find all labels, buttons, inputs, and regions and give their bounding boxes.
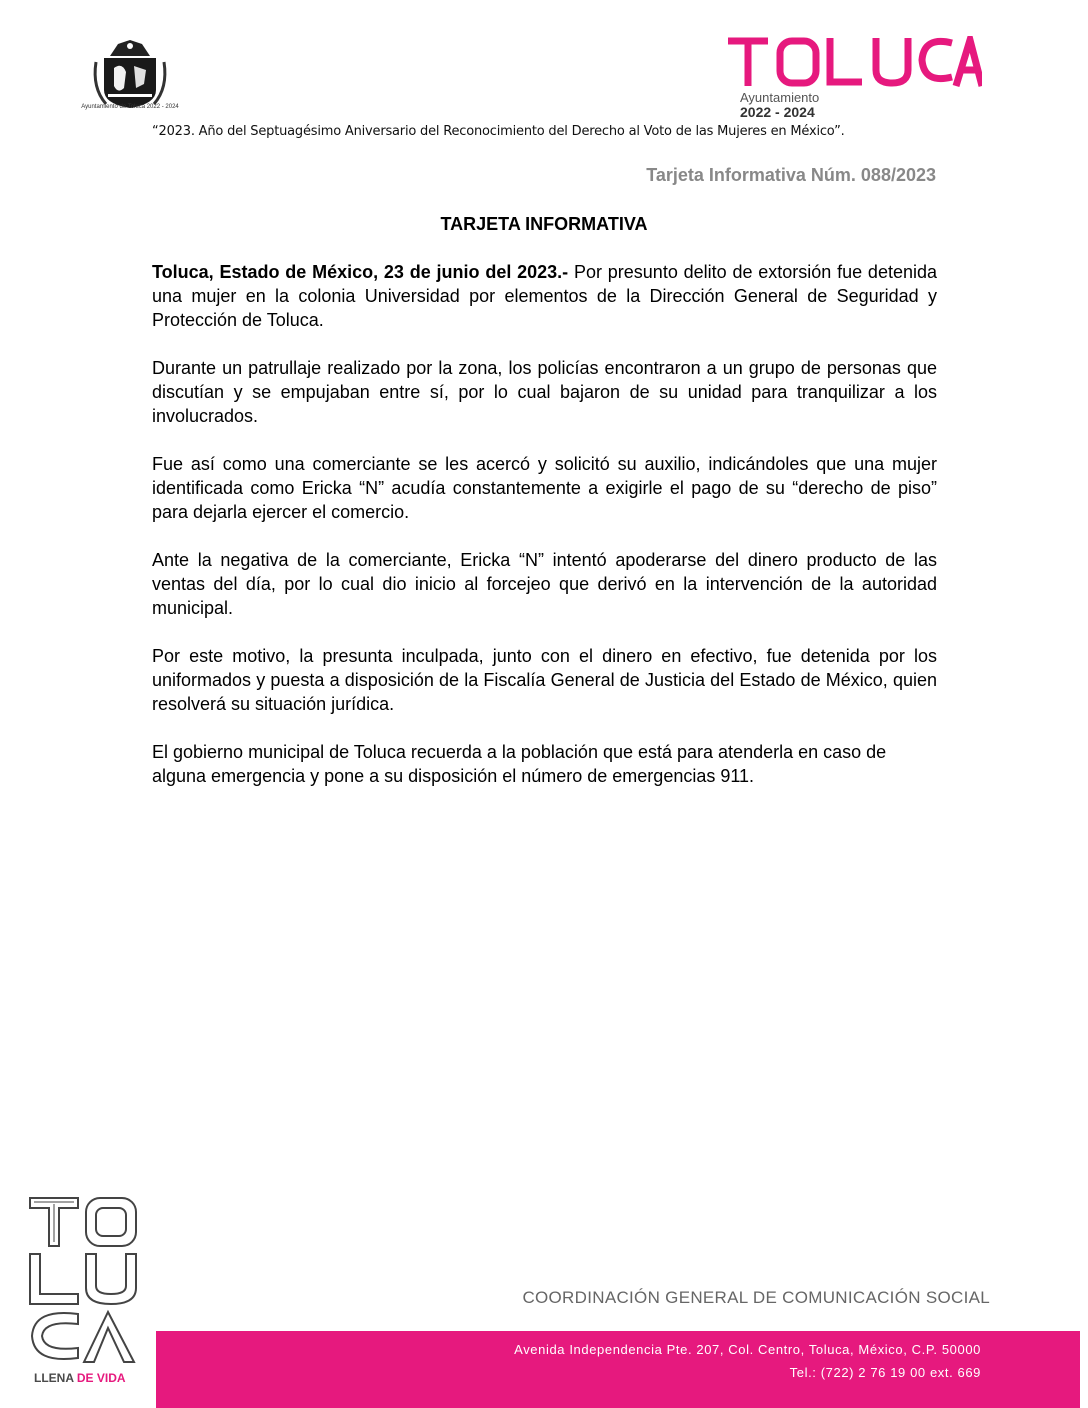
document-title: TARJETA INFORMATIVA: [440, 214, 648, 234]
coordination-name: COORDINACIÓN GENERAL DE COMUNICACIÓN SOCIAL: [522, 1288, 990, 1307]
paragraph-2: Durante un patrullaje realizado por la zona, los policías encontraron a un grupo de personas que discutían y se empujaban entre sí, por lo cual bajaron de su unidad para tranquilizar a los involucrados.: [152, 358, 937, 426]
paragraph-1-text: Por presunto delito de extorsión fue detenida una mujer en la colonia Universidad por elementos de la Dirección General de Seguridad y Protección de Toluca.: [152, 262, 938, 330]
paragraph-5: Por este motivo, la presunta inculpada, junto con el dinero en efectivo, fue detenida por los uniformados y puesta a disposición de la Fiscalía General de Justicia del Estado de México, quien resolverá su situación jurídica.: [152, 646, 937, 714]
year-motto: “2023. Año del Septuagésimo Aniversario del Reconocimiento del Derecho al Voto de las Mujeres en México”.: [152, 124, 845, 139]
ayuntamiento-label: Ayuntamiento: [740, 90, 820, 105]
toluca-logo: [726, 36, 982, 88]
slogan-part-1: LLENA: [34, 1371, 77, 1385]
slogan-part-2: DE VIDA: [76, 1371, 126, 1385]
footer-slogan: [34, 1371, 126, 1385]
footer-toluca-logo: [28, 1196, 140, 1364]
paragraph-1: [152, 260, 937, 332]
footer-logo-text: TOLUCA: [28, 1196, 33, 1197]
footer-phone: Tel.: (722) 2 76 19 00 ext. 669: [789, 1365, 981, 1380]
document-body: [152, 260, 937, 812]
paragraph-4: Ante la negativa de la comerciante, Ericka “N” intentó apoderarse del dinero producto de las ventas del día, por lo cual dio inicio al forcejeo que derivó en la intervención de la autoridad municipal.: [152, 550, 937, 618]
administration-years: 2022 - 2024: [740, 104, 815, 120]
card-number: Tarjeta Informativa Núm. 088/2023: [646, 165, 936, 185]
seal-caption: Ayuntamiento de Toluca 2022 - 2024: [81, 104, 179, 110]
paragraph-3: Fue así como una comerciante se les acercó y solicitó su auxilio, indicándoles que una mujer identificada como Ericka “N” acudía constantemente a exigirle el pago de su “derecho de piso” para dejarla ejercer el comercio.: [152, 454, 937, 522]
paragraph-6: El gobierno municipal de Toluca recuerda a la población que está para atenderla en caso de alguna emergencia y pone a su disposición el número de emergencias 911.: [152, 742, 887, 786]
dateline: Toluca, Estado de México, 23 de junio del 2023.-: [152, 262, 569, 282]
footer-address: Avenida Independencia Pte. 207, Col. Centro, Toluca, México, C.P. 50000: [514, 1342, 981, 1357]
toluca-logo-text: TOLUCA: [726, 36, 731, 37]
